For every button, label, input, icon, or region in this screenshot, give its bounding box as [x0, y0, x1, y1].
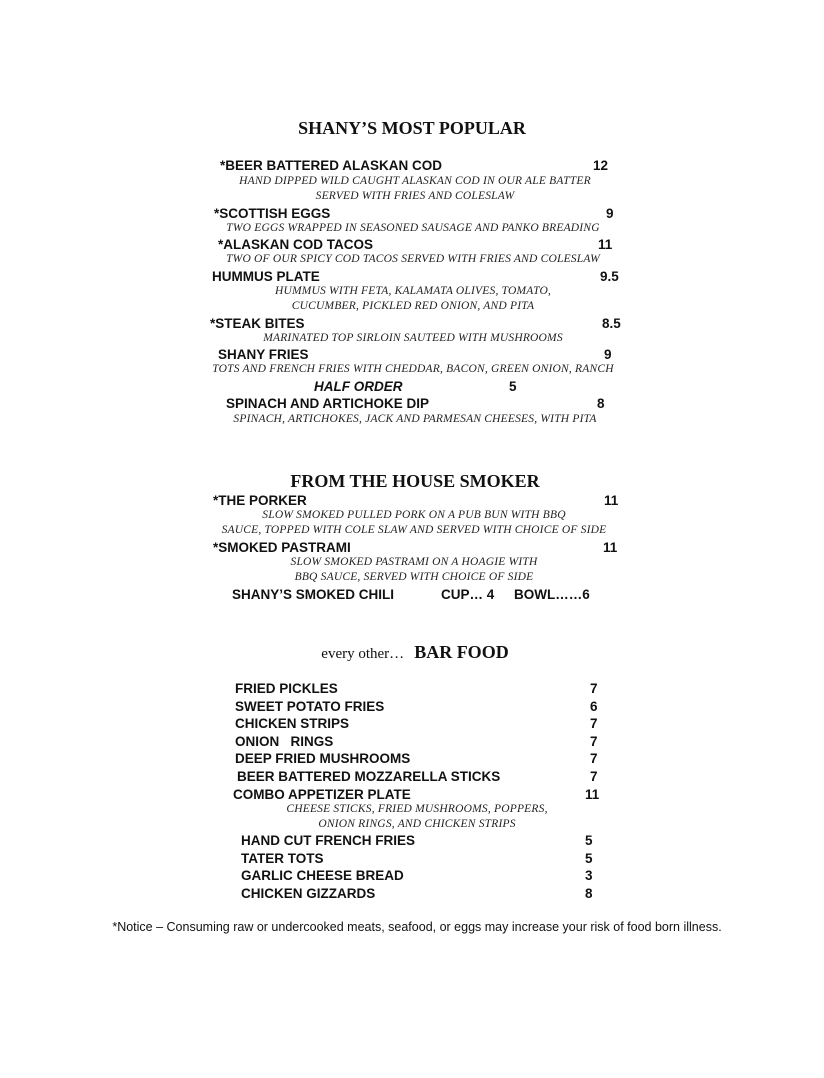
- item-price-beer-battered-cod: 12: [593, 158, 609, 173]
- item-desc-combo-plate-1: CHEESE STICKS, FRIED MUSHROOMS, POPPERS,: [286, 803, 548, 815]
- list-item-price: 6: [590, 699, 598, 714]
- list-item-name: HAND CUT FRENCH FRIES: [241, 833, 415, 848]
- section-title-house-smoker: FROM THE HOUSE SMOKER: [290, 471, 540, 491]
- bar-food-heading: [0, 642, 824, 663]
- item-name-steak-bites: *STEAK BITES: [210, 316, 305, 331]
- bar-food-intro: every other…: [321, 646, 405, 662]
- item-name-shany-fries: SHANY FRIES: [218, 347, 309, 362]
- list-item-price: 5: [585, 833, 593, 848]
- item-desc-hummus-plate-2: CUCUMBER, PICKLED RED ONION, AND PITA: [291, 300, 535, 312]
- list-item-name: ONION RINGS: [235, 734, 334, 749]
- section-title-most-popular: SHANY’S MOST POPULAR: [298, 118, 526, 138]
- item-desc-spinach-dip: SPINACH, ARTICHOKES, JACK AND PARMESAN CHEESES, WITH PITA: [233, 413, 597, 425]
- item-desc-smoked-pastrami-1: SLOW SMOKED PASTRAMI ON A HOAGIE WITH: [290, 556, 538, 568]
- item-desc-hummus-plate-1: HUMMUS WITH FETA, KALAMATA OLIVES, TOMATO,: [274, 285, 552, 297]
- item-desc-shany-fries: TOTS AND FRENCH FRIES WITH CHEDDAR, BACON, GREEN ONION, RANCH: [212, 363, 614, 375]
- list-item-name: COMBO APPETIZER PLATE: [233, 787, 411, 802]
- item-price-smoked-pastrami: 11: [603, 540, 618, 555]
- item-desc-steak-bites: MARINATED TOP SIRLOIN SAUTEED WITH MUSHROOMS: [263, 332, 563, 344]
- item-desc-the-porker-2: SAUCE, TOPPED WITH COLE SLAW AND SERVED WITH CHOICE OF SIDE: [221, 524, 607, 536]
- item-price-the-porker: 11: [604, 493, 619, 508]
- food-safety-notice: *Notice – Consuming raw or undercooked meats, seafood, or eggs may increase your risk of food born illness.: [112, 920, 722, 934]
- item-name-smoked-pastrami: *SMOKED PASTRAMI: [213, 540, 351, 555]
- item-name-spinach-dip: SPINACH AND ARTICHOKE DIP: [226, 396, 430, 411]
- half-order-price: 5: [509, 379, 517, 394]
- item-name-the-porker: *THE PORKER: [213, 493, 307, 508]
- item-price-shany-fries: 9: [604, 347, 612, 362]
- list-item-name: TATER TOTS: [241, 851, 324, 866]
- section-title-bar-food: BAR FOOD: [414, 642, 509, 662]
- item-desc-scottish-eggs: TWO EGGS WRAPPED IN SEASONED SAUSAGE AND PANKO BREADING: [226, 222, 600, 234]
- list-item-price: 3: [585, 868, 593, 883]
- list-item-name: SWEET POTATO FRIES: [235, 699, 385, 714]
- list-item-price: 7: [590, 734, 598, 749]
- item-name-scottish-eggs: *SCOTTISH EGGS: [214, 206, 331, 221]
- item-desc-cod-tacos: TWO OF OUR SPICY COD TACOS SERVED WITH FRIES AND COLESLAW: [226, 253, 600, 265]
- item-name-beer-battered-cod: *BEER BATTERED ALASKAN COD: [220, 158, 443, 173]
- list-item-name: FRIED PICKLES: [235, 681, 338, 696]
- list-item-price: 8: [585, 886, 593, 901]
- half-order-label: HALF ORDER: [314, 379, 403, 394]
- list-item-price: 7: [590, 769, 598, 784]
- list-item-price: 5: [585, 851, 593, 866]
- chili-bowl-price: BOWL……6: [514, 587, 590, 602]
- list-item-price: 7: [590, 681, 598, 696]
- item-desc-beer-battered-cod-1: HAND DIPPED WILD CAUGHT ALASKAN COD IN OUR ALE BATTER: [239, 175, 591, 187]
- list-item-name: GARLIC CHEESE BREAD: [241, 868, 404, 883]
- item-name-cod-tacos: *ALASKAN COD TACOS: [218, 237, 373, 252]
- list-item-name: DEEP FRIED MUSHROOMS: [235, 751, 411, 766]
- item-price-steak-bites: 8.5: [602, 316, 621, 331]
- chili-cup-price: CUP… 4: [441, 587, 495, 602]
- list-item-name: CHICKEN GIZZARDS: [241, 886, 376, 901]
- list-item-price: 7: [590, 716, 598, 731]
- item-desc-combo-plate-2: ONION RINGS, AND CHICKEN STRIPS: [318, 818, 516, 830]
- item-price-cod-tacos: 11: [598, 237, 613, 252]
- item-name-hummus-plate: HUMMUS PLATE: [212, 269, 320, 284]
- item-price-hummus-plate: 9.5: [600, 269, 619, 284]
- item-desc-smoked-pastrami-2: BBQ SAUCE, SERVED WITH CHOICE OF SIDE: [294, 571, 534, 583]
- item-price-scottish-eggs: 9: [606, 206, 614, 221]
- item-price-spinach-dip: 8: [597, 396, 605, 411]
- list-item-price: 11: [585, 787, 600, 802]
- item-name-smoked-chili: SHANY’S SMOKED CHILI: [232, 587, 395, 602]
- item-desc-beer-battered-cod-2: SERVED WITH FRIES AND COLESLAW: [315, 190, 515, 202]
- list-item-name: CHICKEN STRIPS: [235, 716, 350, 731]
- list-item-name: BEER BATTERED MOZZARELLA STICKS: [237, 769, 501, 784]
- list-item-price: 7: [590, 751, 598, 766]
- item-desc-the-porker-1: SLOW SMOKED PULLED PORK ON A PUB BUN WITH BBQ: [262, 509, 566, 521]
